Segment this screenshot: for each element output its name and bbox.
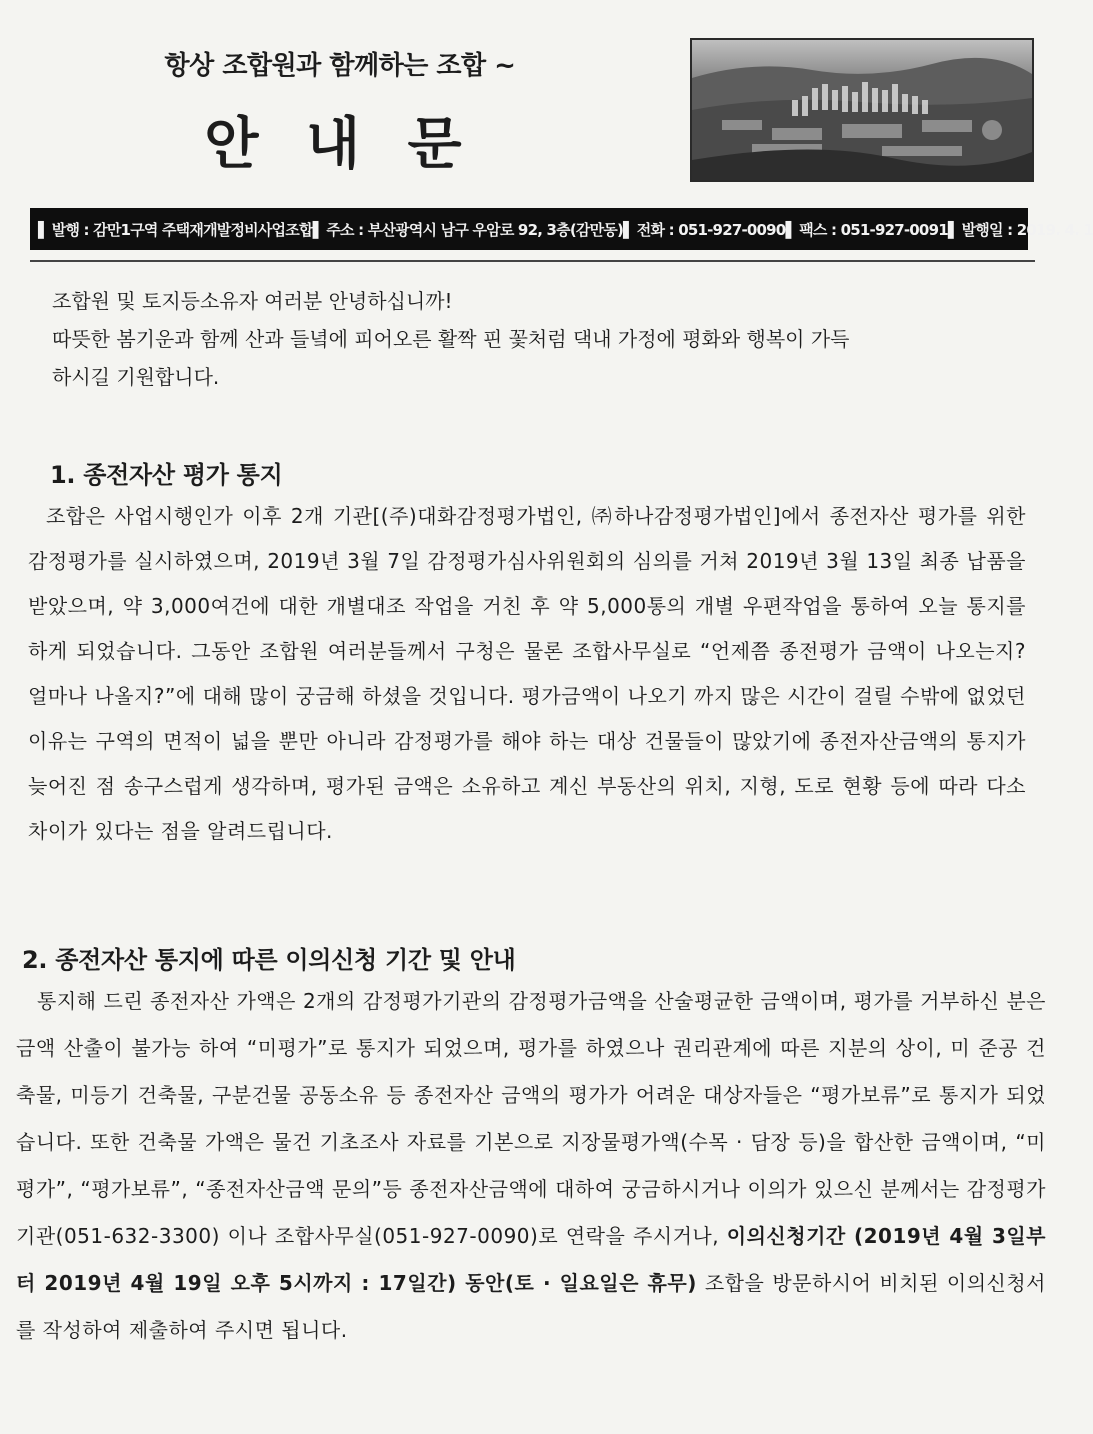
section-2-text: 통지해 드린 종전자산 가액은 2개의 감정평가기관의 감정평가금액을 산술평균한 금액이며, 평가를 거부하신 분은 금액 산출이 불가능 하여 “미평가”로 통지가 되었으며, 평가를 하였으나 권리관계에 따른 지분의 상이, 미 준공 건축물, 미등기 건축물, 구분건물 공동소유 등 종전자산 금액의 평가가 어려운 대상자들은 “평가보류”로 통지가 되었습니다. 또한 건축물 가액은 물건 기초조사 자료를 기본으로 지장물평가액(수목 · 담장 등)을 합산한 금액이며, “미평가”, “평가보류”, “종전자산금액 문의”등 종전자산금액에 대하여 궁금하시거나 이의가 있으신 분께서는 감정평가기관(051-632-3300) 이나 조합사무실(051-927-0090)로 연락을 주시거나, bbox=[16, 989, 1046, 1248]
divider bbox=[30, 260, 1035, 262]
address: ▌ 주소 : 부산광역시 남구 우암로 92, 3층(감만동) bbox=[313, 219, 623, 240]
section-2-body bbox=[16, 978, 1046, 1354]
fax: ▌ 팩스 : 051-927-0091 bbox=[785, 219, 947, 240]
issue-date: ▌ 발행일 : 2019. 4. 1 bbox=[948, 219, 1093, 240]
objection-period: 이의신청기간 (2019년 4월 3일부터 2019년 4월 19일 오후 5시까지 : 17일간) 동안(토 · 일요일은 휴무) bbox=[16, 1224, 1047, 1295]
greeting bbox=[52, 282, 1032, 396]
greeting-line: 따뜻한 봄기운과 함께 산과 들녘에 피어오른 활짝 핀 꽃처럼 댁내 가정에 평화와 행복이 가득 bbox=[52, 327, 850, 351]
publisher: ▌ 발행 : 감만1구역 주택재개발정비사업조합 bbox=[38, 219, 313, 240]
aerial-city-photo bbox=[690, 38, 1034, 182]
greeting-line: 하시길 기원합니다. bbox=[52, 365, 220, 389]
section-2-tail: 조합을 방문하시어 비치된 이의신청서를 작성하여 제출하여 주시면 됩니다. bbox=[16, 1271, 1046, 1342]
phone: ▌ 전화 : 051-927-0090 bbox=[623, 219, 785, 240]
greeting-line: 조합원 및 토지등소유자 여러분 안녕하십니까! bbox=[52, 289, 453, 313]
slogan: 항상 조합원과 함께하는 조합 ~ bbox=[164, 51, 516, 81]
page-title: 안 내 문 bbox=[204, 112, 476, 177]
section-2-heading: 2. 종전자산 통지에 따른 이의신청 기간 및 안내 bbox=[22, 946, 516, 974]
section-1-heading: 1. 종전자산 평가 통지 bbox=[50, 461, 283, 489]
publisher-info-bar bbox=[30, 208, 1093, 250]
section-1-body bbox=[28, 494, 1026, 854]
section-1-text: 조합은 사업시행인가 이후 2개 기관[(주)대화감정평가법인, ㈜하나감정평가법인]에서 종전자산 평가를 위한 감정평가를 실시하였으며, 2019년 3월 7일 감정평가심사위원회의 심의를 거쳐 2019년 3월 13일 최종 납품을 받았으며, 약 3,000여건에 대한 개별대조 작업을 거친 후 약 5,000통의 개별 우편작업을 통하여 오늘 통지를 하게 되었습니다. 그동안 조합원 여러분들께서 구청은 물론 조합사무실로 “언제쯤 종전평가 금액이 나오는지? 얼마나 나올지?”에 대해 많이 궁금해 하셨을 것입니다. 평가금액이 나오기 까지 많은 시간이 걸릴 수밖에 없었던 이유는 구역의 면적이 넓을 뿐만 아니라 감정평가를 해야 하는 대상 건물들이 많았기에 종전자산금액의 통지가 늦어진 점 송구스럽게 생각하며, 평가된 금액은 소유하고 계신 부동산의 위치, 지형, 도로 현황 등에 따라 다소 차이가 있다는 점을 알려드립니다. bbox=[28, 504, 1027, 843]
